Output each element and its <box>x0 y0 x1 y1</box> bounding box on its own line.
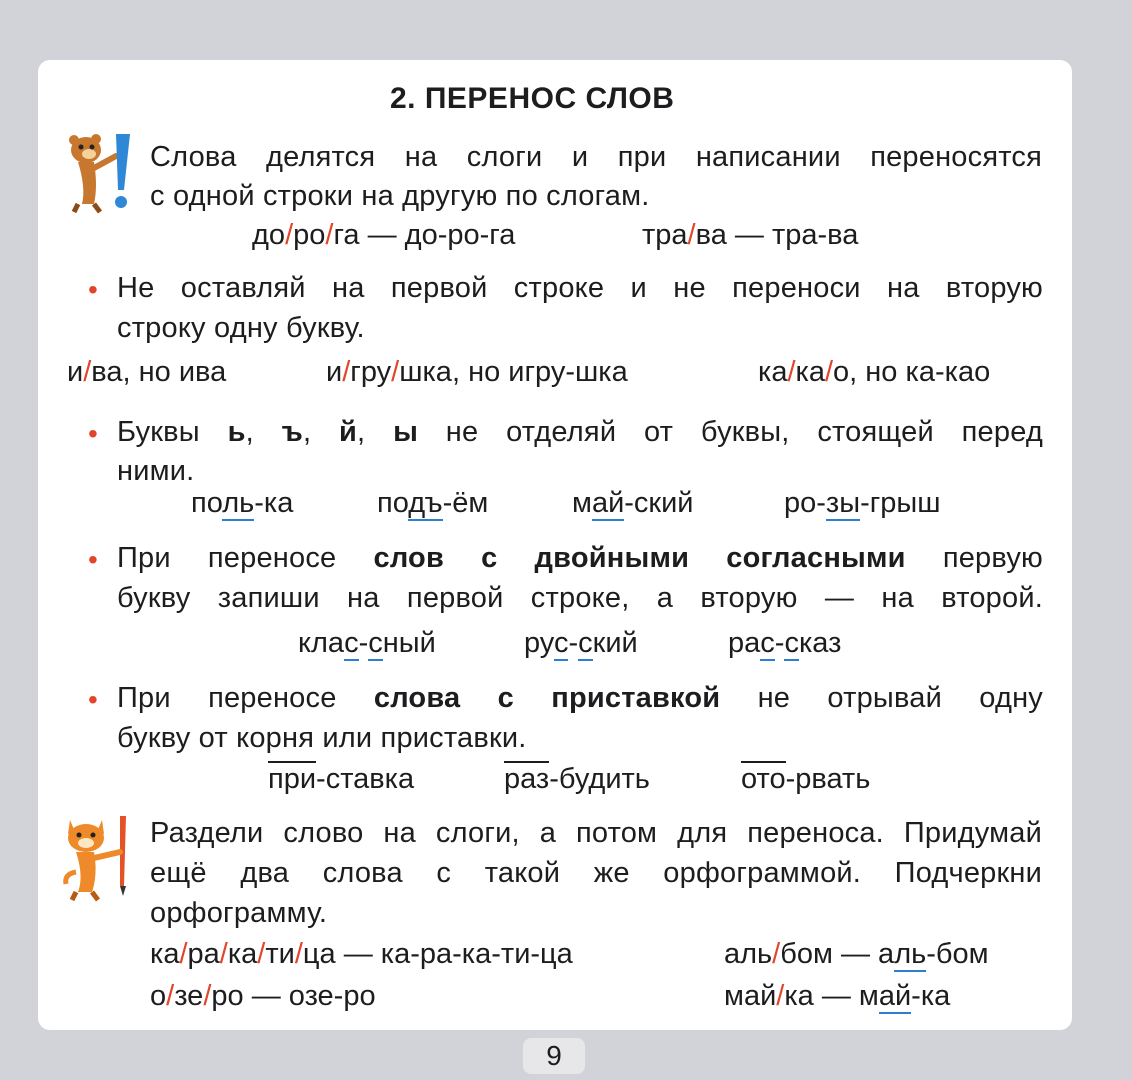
bullet-1-line-2: строку одну букву. <box>117 312 365 344</box>
bullet-marker: • <box>88 274 98 305</box>
task-line-3: орфограмму. <box>150 897 328 929</box>
page-number: 9 <box>523 1038 585 1074</box>
cat-pencil-icon <box>60 812 138 904</box>
task-answer-3: о/зе/ро — озе-ро <box>150 980 376 1012</box>
bullet-marker: • <box>88 684 98 715</box>
bullet-3-line-1: При переносе слов с двойными согласными первую <box>117 542 1043 574</box>
bullet-2-line-2: ними. <box>117 455 195 487</box>
bullet-4-line-1: При переносе слова с приставкой не отрывай одну <box>117 682 1044 714</box>
bullet-4-example-3: ото-рвать <box>741 763 871 795</box>
bullet-4-line-2: букву от корня или приставки. <box>117 722 527 754</box>
bullet-2-example-1: поль-ка <box>191 487 294 519</box>
bullet-1-example-1: и/ва, но ива <box>67 356 227 388</box>
page-title: 2. ПЕРЕНОС СЛОВ <box>390 82 675 115</box>
bullet-3-example-3: рас-сказ <box>728 627 842 659</box>
task-line-2: ещё два слова с такой же орфограммой. Подчеркни <box>150 857 1042 889</box>
bullet-2-example-4: ро-зы-грыш <box>784 487 941 519</box>
bullet-2-line-1: Буквы ь, ъ, й, ы не отделяй от буквы, стоящей перед <box>117 416 1044 448</box>
bullet-4-example-1: при-ставка <box>268 763 415 795</box>
bullet-2-example-2: подъ-ём <box>377 487 489 519</box>
task-answer-2: аль/бом — аль-бом <box>724 938 989 970</box>
bullet-marker: • <box>88 544 98 575</box>
task-line-1: Раздели слово на слоги, а потом для переноса. Придумай <box>150 817 1042 849</box>
rule-line-1: Слова делятся на слоги и при написании переносятся <box>150 141 1042 173</box>
rule-example-2: тра/ва — тра-ва <box>642 219 859 251</box>
bullet-3-example-2: рус-ский <box>524 627 638 659</box>
bullet-1-example-2: и/гру/шка, но игру-шка <box>326 356 628 388</box>
bear-exclamation-icon <box>60 128 140 216</box>
task-answer-4: май/ка — май-ка <box>724 980 951 1012</box>
rule-example-1: до/ро/га — до-ро-га <box>252 219 516 251</box>
bullet-marker: • <box>88 418 98 449</box>
bullet-3-example-1: клас-сный <box>298 627 436 659</box>
bullet-4-example-2: раз-будить <box>504 763 650 795</box>
rule-line-2: с одной строки на другую по слогам. <box>150 180 650 212</box>
bullet-2-example-3: май-ский <box>572 487 694 519</box>
task-answer-1: ка/ра/ка/ти/ца — ка-ра-ка-ти-ца <box>150 938 573 970</box>
bullet-1-line-1: Не оставляй на первой строке и не переноси на вторую <box>117 272 1043 304</box>
bullet-1-example-3: ка/ка/о, но ка-као <box>758 356 991 388</box>
bullet-3-line-2: букву запиши на первой строке, а вторую — на второй. <box>117 582 1043 614</box>
